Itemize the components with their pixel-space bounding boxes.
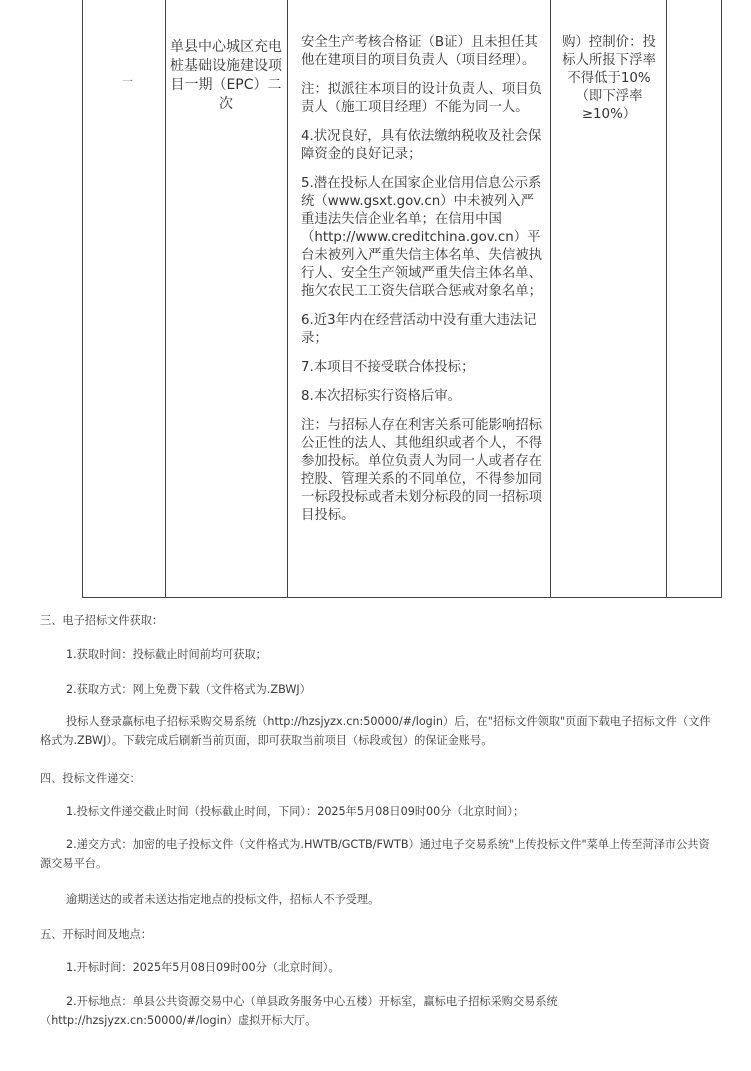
- qualification-item: 7.本项目不接受联合体投标；: [301, 360, 475, 375]
- qualification-cell: [301, 34, 547, 536]
- table-divider-2: [287, 0, 288, 597]
- table-border-far-right: [721, 0, 722, 597]
- price-control-cell: 购）控制价：投标人所报下浮率不得低于10%（即下浮率≥10%）: [562, 35, 656, 122]
- section-4-paragraph: 逾期送达的或者未送达指定地点的投标文件，招标人不予受理。: [66, 893, 380, 906]
- section-5-item-1: 1.开标时间：2025年5月08日09时00分（北京时间）。: [66, 961, 340, 974]
- section-3-paragraph: 投标人登录赢标电子招标采购交易系统（http://hzsjyzx.cn:50000/#/login）后，在"招标文件领取"页面下载电子招标文件（文件格式为.ZBWJ）。下载完成后刷新当前页面，即可获取当前项目（标段或包）的保证金账号。: [40, 715, 711, 747]
- qualification-item: 6.近3年内在经营活动中没有重大违法记录；: [301, 313, 537, 346]
- qualification-item: 5.潜在投标人在国家企业信用信息公示系统（www.gsxt.gov.cn）中未被列入严重违法失信企业名单；在信用中国（http://www.creditchina.gov.cn）平台未被列入严重失信主体名单、失信被执行人、安全生产领域严重失信主体名单、拖欠农民工工资失信联合惩戒对象名单；: [301, 176, 543, 299]
- section-5-title: 五、开标时间及地点：: [40, 928, 152, 941]
- table-border-right: [666, 0, 667, 597]
- project-name-cell: 单县中心城区充电桩基础设施建设项目一期（EPC）二次: [170, 39, 282, 112]
- qualification-item: 8.本次招标实行资格后审。: [301, 389, 462, 404]
- qualification-item: 安全生产考核合格证（B证）且未担任其他在建项目的项目负责人（项目经理）。: [301, 35, 538, 68]
- table-divider-3: [550, 0, 551, 597]
- section-3-item-2: 2.获取方式：网上免费下载（文件格式为.ZBWJ）: [66, 683, 311, 696]
- section-3-item-1: 1.获取时间：投标截止时间前均可获取；: [66, 648, 267, 661]
- qualification-note: 注：拟派往本项目的设计负责人、项目负责人（施工项目经理）不能为同一人。: [301, 82, 543, 115]
- qualification-item: 4.状况良好，具有依法缴纳税收及社会保障资金的良好记录；: [301, 129, 542, 162]
- row-number: 一: [122, 75, 133, 88]
- table-border-left: [82, 0, 83, 597]
- requirements-table: [82, 0, 722, 598]
- qualification-note: 注：与招标人存在利害关系可能影响招标公正性的法人、其他组织或者个人，不得参加投标。单位负责人为同一人或者存在控股、管理关系的不同单位，不得参加同一标段投标或者未划分标段的同一招标项目投标。: [301, 418, 543, 523]
- table-divider-1: [165, 0, 166, 597]
- section-3-title: 三、电子招标文件获取：: [40, 614, 164, 627]
- section-4-item-2: 2.递交方式：加密的电子投标文件（文件格式为.HWTB/GCTB/FWTB）通过电子交易系统"上传投标文件"菜单上传至菏泽市公共资源交易平台。: [40, 838, 710, 870]
- section-4-item-1: 1.投标文件递交截止时间（投标截止时间，下同）：2025年5月08日09时00分（北京时间）；: [66, 805, 525, 818]
- section-4-title: 四、投标文件递交：: [40, 772, 141, 785]
- section-5-item-2: 2.开标地点：单县公共资源交易中心（单县政务服务中心五楼）开标室，赢标电子招标采购交易系统（http://hzsjyzx.cn:50000/#/login）虚拟开标大厅。: [40, 995, 558, 1027]
